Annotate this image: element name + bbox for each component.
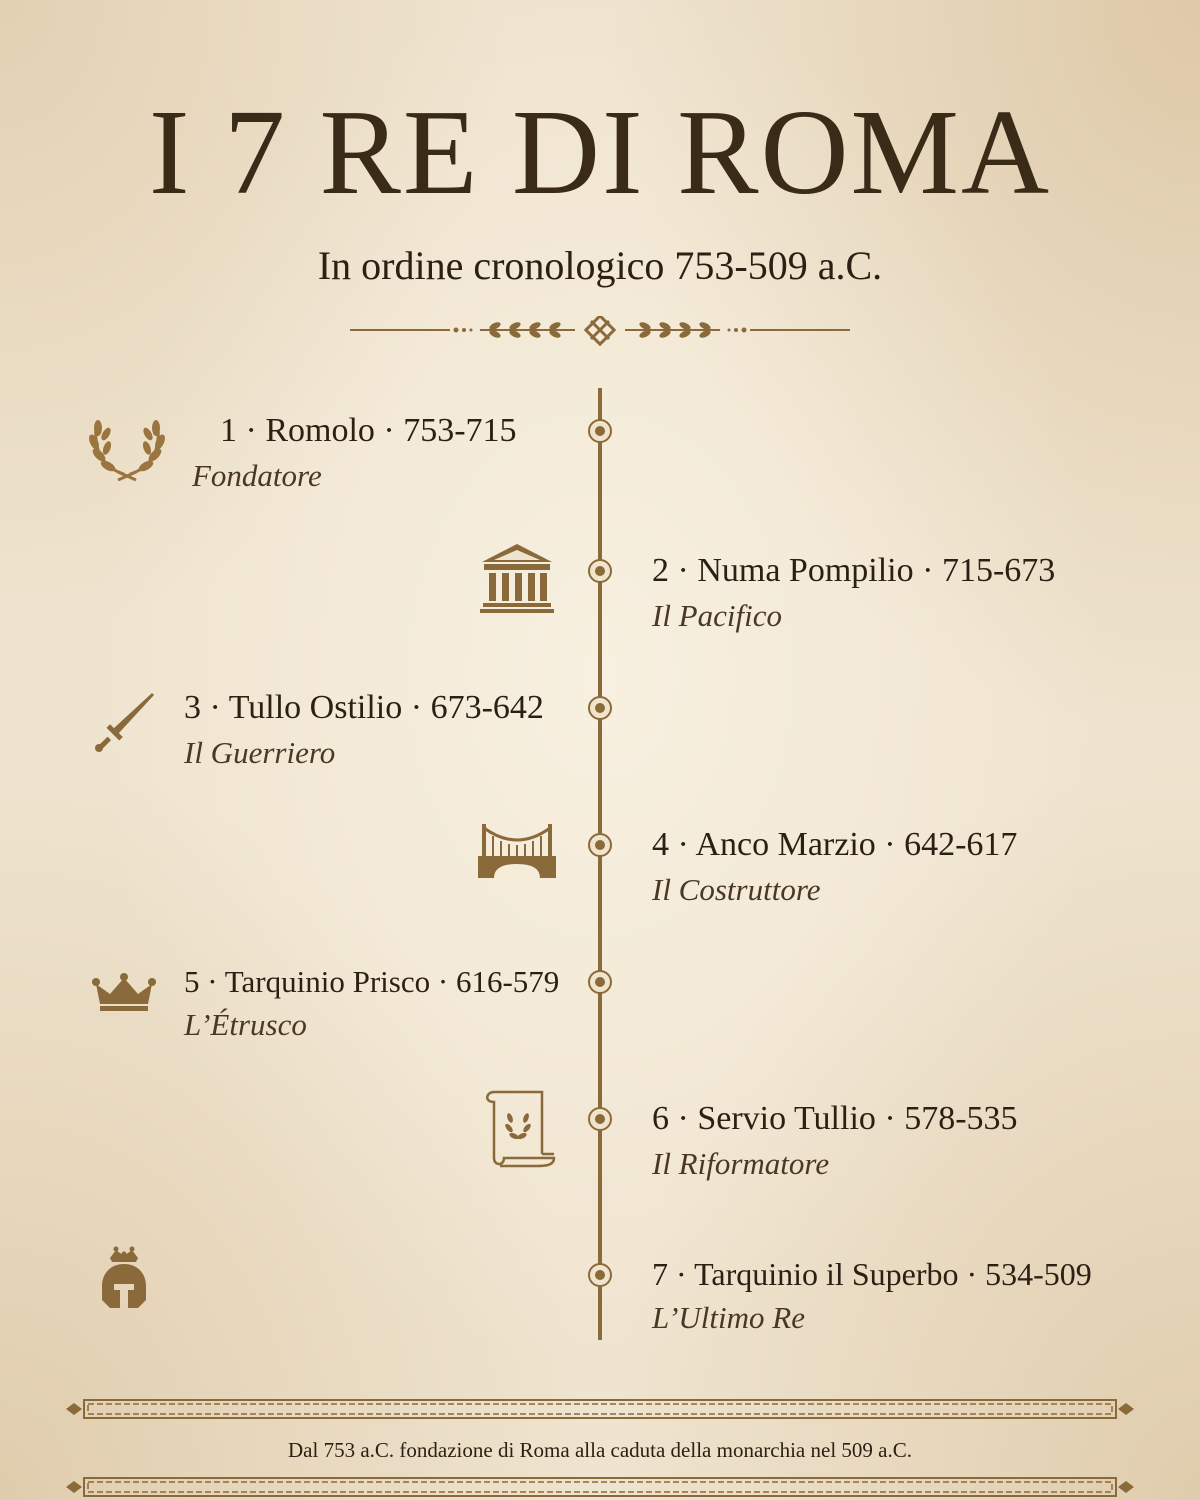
king-title: 5 · Tarquinio Prisco · 616-579 xyxy=(184,964,560,999)
king-title: 1 · Romolo · 753-715 xyxy=(220,412,517,449)
king-number: 1 xyxy=(220,412,237,449)
crown-icon xyxy=(92,972,156,1012)
king-title: 4 · Anco Marzio · 642-617 xyxy=(652,826,1018,863)
king-years: 578-535 xyxy=(904,1100,1018,1137)
timeline-node xyxy=(588,1263,612,1287)
king-epithet: Il Riformatore xyxy=(652,1146,830,1181)
king-entry-7 xyxy=(652,1258,1092,1333)
king-epithet: Fondatore xyxy=(192,458,322,493)
king-epithet: L’Étrusco xyxy=(184,1007,307,1042)
king-entry-6 xyxy=(652,1102,1018,1179)
king-name: Tarquinio il Superbo xyxy=(694,1256,959,1292)
king-number: 3 xyxy=(184,689,201,726)
king-name: Anco Marzio xyxy=(695,826,876,863)
king-years: 753-715 xyxy=(403,412,517,449)
laurel-wreath-icon xyxy=(88,408,166,484)
page-subtitle: In ordine cronologico 753-509 a.C. xyxy=(317,243,883,288)
king-number: 5 xyxy=(184,964,200,999)
king-title: 7 · Tarquinio il Superbo · 534-509 xyxy=(652,1256,1092,1292)
timeline-node xyxy=(588,833,612,857)
sword-icon xyxy=(94,690,156,754)
timeline-node xyxy=(588,696,612,720)
timeline-node xyxy=(588,559,612,583)
king-years: 534-509 xyxy=(985,1256,1092,1292)
timeline-node xyxy=(588,970,612,994)
king-number: 6 xyxy=(652,1100,669,1137)
ornamental-divider xyxy=(350,316,850,346)
king-epithet: Il Guerriero xyxy=(184,735,336,770)
meander-border-bottom xyxy=(66,1476,1134,1498)
crowned-helmet-icon xyxy=(96,1246,152,1316)
king-years: 642-617 xyxy=(904,826,1018,863)
king-epithet: Il Costruttore xyxy=(652,872,821,907)
bridge-icon xyxy=(478,822,556,878)
king-entry-2 xyxy=(652,554,1055,631)
temple-icon xyxy=(480,542,554,614)
king-name: Servio Tullio xyxy=(697,1100,876,1137)
king-epithet: L’Ultimo Re xyxy=(652,1300,805,1335)
king-title: 3 · Tullo Ostilio · 673-642 xyxy=(184,689,544,726)
meander-border-top xyxy=(66,1398,1134,1420)
timeline-line xyxy=(598,388,602,1340)
king-name: Tarquinio Prisco xyxy=(224,964,431,999)
king-title: 6 · Servio Tullio · 578-535 xyxy=(652,1100,1018,1137)
king-entry-1 xyxy=(192,414,517,491)
king-years: 673-642 xyxy=(430,689,544,726)
king-name: Tullo Ostilio xyxy=(228,689,403,726)
king-years: 715-673 xyxy=(941,552,1056,589)
king-number: 7 xyxy=(652,1256,668,1292)
king-number: 2 xyxy=(652,552,669,589)
king-entry-4 xyxy=(652,828,1017,905)
footer-note: Dal 753 a.C. fondazione di Roma alla caduta della monarchia nel 509 a.C. xyxy=(288,1438,912,1462)
scroll-icon xyxy=(480,1088,556,1168)
king-number: 4 xyxy=(652,826,669,863)
king-name: Numa Pompilio xyxy=(697,552,914,589)
king-title: 2 · Numa Pompilio · 715-673 xyxy=(652,552,1056,589)
king-entry-5 xyxy=(184,966,559,1040)
page-title: I 7 RE DI ROMA xyxy=(148,85,1052,220)
timeline-node xyxy=(588,419,612,443)
king-epithet: Il Pacifico xyxy=(652,598,782,633)
timeline-node xyxy=(588,1107,612,1131)
king-years: 616-579 xyxy=(455,964,560,999)
king-entry-3 xyxy=(184,691,544,768)
king-name: Romolo xyxy=(265,412,375,449)
